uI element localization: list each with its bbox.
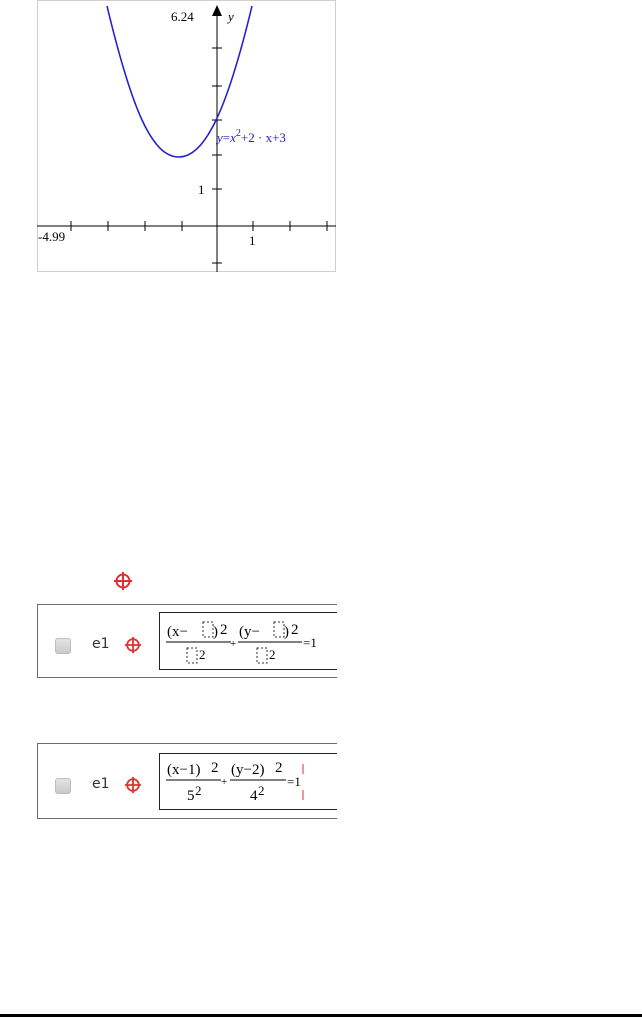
numerator-right-open: (y− <box>239 624 260 640</box>
denom-left-exp: 2 <box>199 647 206 662</box>
entry-row-template[interactable] <box>37 604 337 678</box>
expression-render <box>160 754 340 810</box>
denom-left-exp: 2 <box>195 783 202 798</box>
entry-checkbox[interactable] <box>55 638 71 654</box>
numerator-left: (x−1) <box>167 762 201 778</box>
entry-row-filled[interactable] <box>37 743 337 819</box>
function-graph[interactable] <box>37 0 336 272</box>
y-tick-label: 1 <box>198 182 205 197</box>
numerator-right-close: ) <box>284 624 289 640</box>
denom-right-exp: 2 <box>269 647 276 662</box>
numerator-left-exp: 2 <box>211 760 219 776</box>
plus-sign: + <box>221 776 228 788</box>
numerator-right: (y−2) <box>231 762 265 778</box>
denom-right-base: 4 <box>250 788 258 804</box>
x-tick-label: 1 <box>249 233 256 248</box>
svg-text:(x− <box>167 624 188 640</box>
denom-left-base: 5 <box>187 788 195 804</box>
ellipse-expression[interactable] <box>159 753 337 810</box>
crosshair-target-icon[interactable] <box>113 571 133 591</box>
y-axis-label: y <box>228 9 234 24</box>
expression-render <box>160 613 340 669</box>
entry-checkbox[interactable] <box>55 778 71 794</box>
equals-one: =1 <box>287 774 301 789</box>
crosshair-target-icon[interactable] <box>124 636 142 654</box>
numerator-left-open: (x− <box>167 624 188 640</box>
entry-label: e1 <box>92 636 110 652</box>
denom-right-exp: 2 <box>258 783 265 798</box>
page-bottom-rule <box>0 1014 642 1017</box>
numerator-right-exp: 2 <box>291 622 299 638</box>
y-max-label: 6.24 <box>171 9 194 24</box>
crosshair-target-icon[interactable] <box>124 776 142 794</box>
numerator-right-exp: 2 <box>275 760 283 776</box>
numerator-left-close: ) <box>213 624 218 640</box>
placeholder-box[interactable] <box>187 648 197 663</box>
plus-sign: + <box>230 638 237 650</box>
ellipse-template-expression[interactable] <box>159 612 337 670</box>
entry-label: e1 <box>92 776 110 792</box>
equals-one: =1 <box>303 635 317 650</box>
graph-frame <box>38 1 336 272</box>
placeholder-box[interactable] <box>257 648 267 663</box>
placeholder-box[interactable] <box>274 622 284 637</box>
x-min-label: -4.99 <box>38 229 66 244</box>
function-label[interactable]: $y=x^2+2 \cdot x+3$ <box>217 128 286 145</box>
placeholder-box[interactable] <box>203 622 213 637</box>
numerator-left-exp: 2 <box>220 622 228 638</box>
